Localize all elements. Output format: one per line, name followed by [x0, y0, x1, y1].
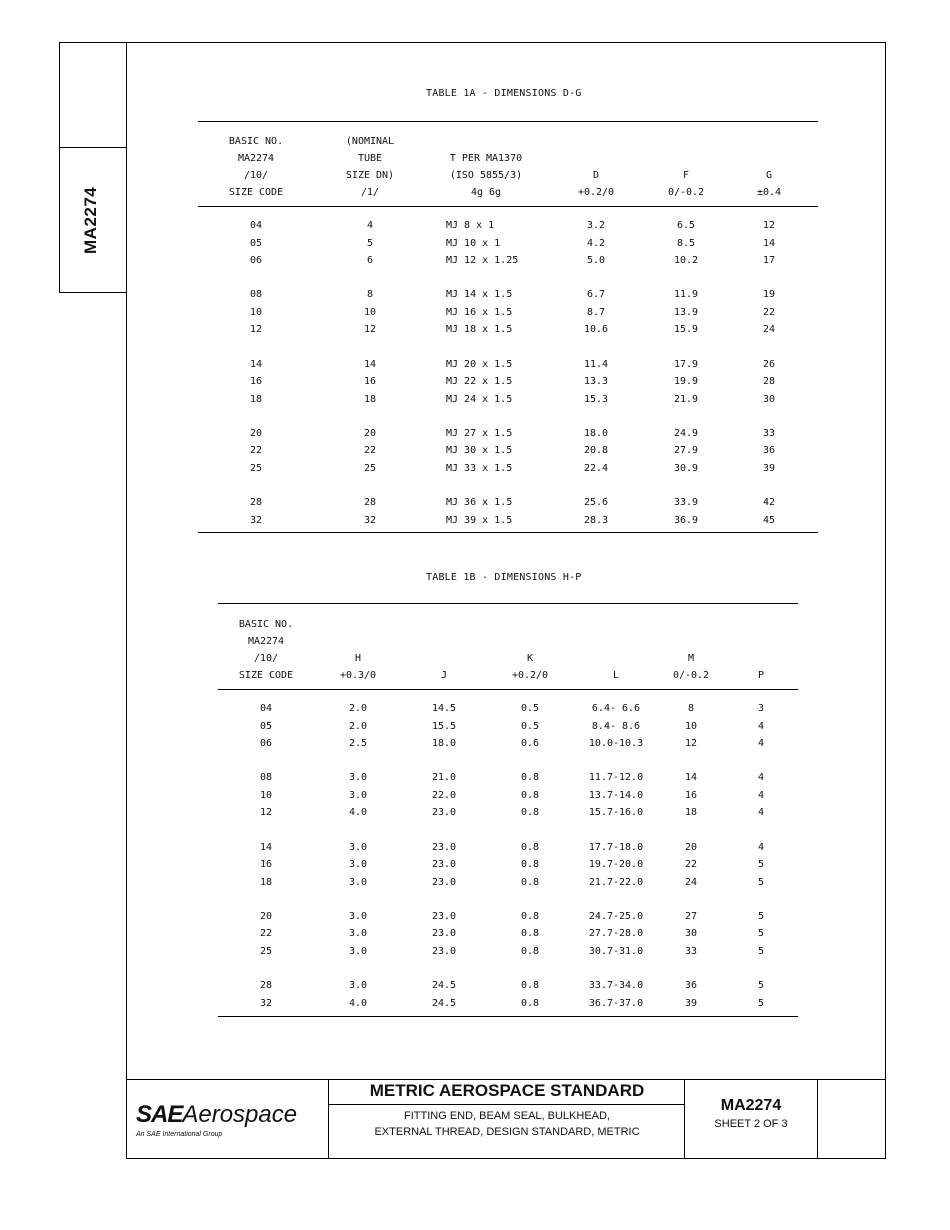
- t1a-cell: 16: [363, 376, 377, 388]
- t1a-cell: 36.9: [673, 514, 699, 526]
- t1a-cell: 10.6: [583, 324, 609, 336]
- t1a-cell: 19: [762, 289, 776, 301]
- t1b-cell: 14: [259, 841, 273, 853]
- t1b-header-cell: M: [687, 653, 695, 664]
- t1b-cell: 04: [259, 703, 273, 714]
- t1b-cell: 4: [757, 841, 765, 853]
- t1b-cell: 0.8: [520, 928, 540, 940]
- t1b-cell: 24: [684, 876, 698, 888]
- t1a-cell: 32: [249, 514, 263, 526]
- t1b-cell: 06: [259, 738, 273, 749]
- table-1b-top-rule: [218, 603, 798, 604]
- t1a-cell: 4: [366, 220, 374, 231]
- t1a-cell: 06: [249, 255, 263, 266]
- t1b-cell: 23.0: [431, 841, 457, 853]
- side-tab-code: MA2274: [81, 186, 100, 254]
- t1b-header-cell: 0/-0.2: [672, 670, 710, 681]
- t1a-cell: MJ 33 x 1.5: [446, 462, 513, 474]
- t1b-cell: 3.0: [348, 772, 368, 784]
- t1a-cell: 25.6: [583, 497, 609, 509]
- t1a-cell: 27.9: [673, 445, 699, 457]
- t1b-cell: 10: [259, 789, 273, 801]
- t1a-cell: 10: [249, 306, 263, 318]
- t1b-cell: 15.5: [431, 720, 457, 732]
- t1a-cell: 15.3: [583, 393, 609, 405]
- t1a-cell: 14: [363, 358, 377, 370]
- t1a-cell: 8.7: [586, 306, 606, 318]
- table-1a-bottom-rule: [198, 532, 818, 533]
- t1a-cell: 36: [762, 445, 776, 457]
- t1a-cell: 14: [249, 358, 263, 370]
- t1b-cell: 20: [684, 841, 698, 853]
- t1b-cell: 4: [757, 720, 765, 732]
- table-1b-bottom-rule: [218, 1016, 798, 1017]
- t1a-cell: 12: [363, 324, 377, 336]
- t1b-cell: 0.8: [520, 772, 540, 784]
- t1b-cell: 0.8: [520, 789, 540, 801]
- t1b-cell: 11.7-12.0: [588, 772, 644, 784]
- t1a-cell: 6.7: [586, 289, 606, 301]
- t1b-cell: 22: [259, 928, 273, 940]
- t1b-cell: 22.0: [431, 789, 457, 801]
- t1b-cell: 6.4- 6.6: [591, 703, 641, 714]
- t1a-header-cell: (ISO 5855/3): [449, 170, 523, 181]
- t1a-cell: MJ 39 x 1.5: [446, 514, 513, 526]
- t1b-cell: 3.0: [348, 980, 368, 992]
- t1a-cell: 10.2: [673, 255, 699, 266]
- t1b-cell: 24.5: [431, 980, 457, 992]
- t1a-header-cell: SIZE CODE: [228, 187, 284, 198]
- t1b-cell: 0.8: [520, 859, 540, 871]
- t1b-cell: 23.0: [431, 807, 457, 819]
- t1b-cell: 36: [684, 980, 698, 992]
- t1a-cell: MJ 18 x 1.5: [446, 324, 513, 336]
- t1a-cell: 22: [363, 445, 377, 457]
- side-tab: [59, 42, 127, 293]
- t1b-cell: 19.7-20.0: [588, 859, 644, 871]
- t1a-cell: 8: [366, 289, 374, 301]
- t1b-cell: 0.6: [520, 738, 540, 749]
- t1b-cell: 5: [757, 997, 765, 1009]
- t1b-cell: 10.0-10.3: [588, 738, 644, 749]
- t1b-cell: 10: [684, 720, 698, 732]
- t1a-cell: 42: [762, 497, 776, 509]
- t1a-header-cell: +0.2/0: [577, 187, 615, 198]
- t1b-cell: 0.8: [520, 910, 540, 922]
- t1b-cell: 0.8: [520, 876, 540, 888]
- t1a-cell: 22.4: [583, 462, 609, 474]
- t1b-cell: 4.0: [348, 997, 368, 1009]
- t1b-cell: 8.4- 8.6: [591, 720, 641, 732]
- t1a-cell: 28: [762, 376, 776, 388]
- t1b-cell: 15.7-16.0: [588, 807, 644, 819]
- t1a-cell: 04: [249, 220, 263, 231]
- t1a-header-cell: (NOMINAL: [345, 136, 395, 147]
- t1a-cell: 18.0: [583, 427, 609, 439]
- t1a-cell: 13.9: [673, 306, 699, 318]
- t1b-cell: 0.8: [520, 945, 540, 957]
- t1a-header-cell: SIZE DN): [345, 170, 395, 181]
- t1b-cell: 12: [684, 738, 698, 749]
- t1a-cell: 6.5: [676, 220, 696, 231]
- t1b-cell: 3.0: [348, 910, 368, 922]
- standard-title: METRIC AEROSPACE STANDARD: [369, 1081, 645, 1100]
- t1a-cell: MJ 12 x 1.25: [446, 255, 519, 266]
- t1b-header-cell: MA2274: [247, 636, 285, 647]
- t1b-cell: 3: [757, 703, 765, 714]
- t1a-cell: 6: [366, 255, 374, 266]
- t1b-cell: 5: [757, 876, 765, 888]
- t1a-header-cell: BASIC NO.: [228, 136, 284, 147]
- t1b-cell: 21.7-22.0: [588, 876, 644, 888]
- t1b-cell: 32: [259, 997, 273, 1009]
- t1a-cell: MJ 14 x 1.5: [446, 289, 513, 301]
- t1b-header-cell: +0.2/0: [511, 670, 549, 681]
- t1b-cell: 5: [757, 928, 765, 940]
- t1b-cell: 14: [684, 772, 698, 784]
- t1a-header-cell: D: [592, 170, 600, 181]
- t1b-cell: 4: [757, 772, 765, 784]
- t1a-cell: 17: [762, 255, 776, 266]
- t1a-cell: MJ 22 x 1.5: [446, 376, 513, 388]
- t1b-cell: 2.0: [348, 703, 368, 714]
- t1b-header-cell: P: [757, 670, 765, 681]
- t1a-cell: 18: [249, 393, 263, 405]
- table-1b-header-rule: [218, 689, 798, 690]
- table-1b-caption: TABLE 1B - DIMENSIONS H-P: [426, 572, 582, 583]
- t1a-header-cell: /10/: [243, 170, 269, 181]
- t1b-header-cell: +0.3/0: [339, 670, 377, 681]
- t1a-cell: 11.9: [673, 289, 699, 301]
- t1a-header-cell: TUBE: [357, 153, 383, 164]
- t1b-cell: 08: [259, 772, 273, 784]
- t1b-cell: 2.0: [348, 720, 368, 732]
- t1b-cell: 39: [684, 997, 698, 1009]
- t1a-cell: MJ 30 x 1.5: [446, 445, 513, 457]
- t1b-header-cell: SIZE CODE: [238, 670, 294, 681]
- t1b-cell: 18: [684, 807, 698, 819]
- t1b-cell: 13.7-14.0: [588, 789, 644, 801]
- t1b-cell: 0.8: [520, 980, 540, 992]
- t1b-cell: 33.7-34.0: [588, 980, 644, 992]
- t1b-cell: 0.5: [520, 703, 540, 714]
- t1b-cell: 05: [259, 720, 273, 732]
- t1a-cell: 15.9: [673, 324, 699, 336]
- t1b-cell: 18.0: [431, 738, 457, 749]
- t1b-cell: 5: [757, 910, 765, 922]
- t1a-header-cell: MA2274: [237, 153, 275, 164]
- t1b-header-cell: /10/: [253, 653, 279, 664]
- t1b-cell: 25: [259, 945, 273, 957]
- t1a-cell: 39: [762, 462, 776, 474]
- t1a-cell: 13.3: [583, 376, 609, 388]
- t1a-cell: 20: [249, 427, 263, 439]
- t1a-cell: 11.4: [583, 358, 609, 370]
- t1b-header-cell: L: [612, 670, 620, 681]
- t1a-cell: 17.9: [673, 358, 699, 370]
- side-tab-divider: [60, 147, 126, 148]
- t1a-header-cell: /1/: [360, 187, 380, 198]
- title-block: [126, 1079, 886, 1159]
- t1a-cell: 12: [249, 324, 263, 336]
- t1a-cell: 28: [363, 497, 377, 509]
- t1a-cell: 33: [762, 427, 776, 439]
- t1b-header-cell: BASIC NO.: [238, 619, 294, 630]
- t1b-cell: 23.0: [431, 945, 457, 957]
- t1b-cell: 0.5: [520, 720, 540, 732]
- t1b-cell: 3.0: [348, 928, 368, 940]
- t1b-cell: 4: [757, 807, 765, 819]
- table-1a-caption: TABLE 1A - DIMENSIONS D-G: [426, 88, 582, 99]
- t1b-cell: 3.0: [348, 841, 368, 853]
- t1a-cell: 21.9: [673, 393, 699, 405]
- t1a-cell: MJ 16 x 1.5: [446, 306, 513, 318]
- t1b-cell: 3.0: [348, 789, 368, 801]
- t1a-cell: 5: [366, 237, 374, 249]
- t1a-cell: 26: [762, 358, 776, 370]
- t1a-cell: 30.9: [673, 462, 699, 474]
- t1b-cell: 4: [757, 738, 765, 749]
- t1b-cell: 3.0: [348, 859, 368, 871]
- t1b-cell: 24.5: [431, 997, 457, 1009]
- t1a-cell: 24.9: [673, 427, 699, 439]
- t1a-cell: MJ 8 x 1: [446, 220, 495, 231]
- t1b-cell: 8: [687, 703, 695, 714]
- t1b-cell: 0.8: [520, 807, 540, 819]
- t1b-cell: 36.7-37.0: [588, 997, 644, 1009]
- t1a-cell: 22: [249, 445, 263, 457]
- t1a-cell: MJ 24 x 1.5: [446, 393, 513, 405]
- t1a-cell: 32: [363, 514, 377, 526]
- standard-description: FITTING END, BEAM SEAL, BULKHEAD, EXTERNAL THREAD, DESIGN STANDARD, METRIC: [374, 1110, 640, 1138]
- page-frame: [126, 42, 886, 1159]
- t1a-header-cell: G: [765, 170, 773, 181]
- t1a-cell: MJ 27 x 1.5: [446, 427, 513, 439]
- t1b-cell: 23.0: [431, 928, 457, 940]
- document-number: MA2274: [720, 1097, 782, 1114]
- t1b-cell: 4.0: [348, 807, 368, 819]
- t1b-cell: 16: [684, 789, 698, 801]
- t1a-header-cell: F: [682, 170, 690, 181]
- t1b-cell: 28: [259, 980, 273, 992]
- t1b-cell: 3.0: [348, 876, 368, 888]
- t1b-header-cell: H: [354, 653, 362, 664]
- table-1a-header-rule: [198, 206, 818, 207]
- t1a-cell: MJ 20 x 1.5: [446, 358, 513, 370]
- t1b-cell: 22: [684, 859, 698, 871]
- t1b-cell: 18: [259, 876, 273, 888]
- t1a-cell: 28: [249, 497, 263, 509]
- t1a-cell: 25: [363, 462, 377, 474]
- t1b-cell: 33: [684, 945, 698, 957]
- t1a-cell: 08: [249, 289, 263, 301]
- t1b-cell: 21.0: [431, 772, 457, 784]
- t1a-cell: 10: [363, 306, 377, 318]
- t1a-cell: 18: [363, 393, 377, 405]
- t1b-cell: 5: [757, 945, 765, 957]
- t1a-cell: 3.2: [586, 220, 606, 231]
- t1a-cell: 05: [249, 237, 263, 249]
- t1a-header-cell: T PER MA1370: [449, 153, 523, 164]
- sae-aerospace-logo: SAEAerospace An SAE International Group: [136, 1101, 298, 1138]
- t1b-cell: 24.7-25.0: [588, 910, 644, 922]
- t1b-cell: 4: [757, 789, 765, 801]
- t1a-cell: 16: [249, 376, 263, 388]
- t1a-cell: 22: [762, 306, 776, 318]
- t1a-cell: 14: [762, 237, 776, 249]
- t1a-cell: 20.8: [583, 445, 609, 457]
- t1b-cell: 5: [757, 980, 765, 992]
- t1b-cell: 5: [757, 859, 765, 871]
- t1a-cell: 24: [762, 324, 776, 336]
- t1a-cell: 30: [762, 393, 776, 405]
- t1b-cell: 23.0: [431, 859, 457, 871]
- t1a-header-cell: 0/-0.2: [667, 187, 705, 198]
- t1b-cell: 3.0: [348, 945, 368, 957]
- t1b-cell: 14.5: [431, 703, 457, 714]
- t1b-cell: 0.8: [520, 997, 540, 1009]
- t1b-cell: 0.8: [520, 841, 540, 853]
- t1a-cell: 8.5: [676, 237, 696, 249]
- t1b-cell: 16: [259, 859, 273, 871]
- table-1a-top-rule: [198, 121, 818, 122]
- t1a-cell: 4.2: [586, 237, 606, 249]
- t1b-cell: 30.7-31.0: [588, 945, 644, 957]
- t1a-cell: 20: [363, 427, 377, 439]
- t1b-cell: 30: [684, 928, 698, 940]
- t1b-cell: 27.7-28.0: [588, 928, 644, 940]
- t1a-cell: 45: [762, 514, 776, 526]
- sheet-number: SHEET 2 OF 3: [714, 1118, 788, 1130]
- t1b-cell: 2.5: [348, 738, 368, 749]
- t1b-cell: 20: [259, 910, 273, 922]
- t1b-header-cell: J: [440, 670, 448, 681]
- t1b-cell: 17.7-18.0: [588, 841, 644, 853]
- t1a-cell: 33.9: [673, 497, 699, 509]
- t1a-cell: 5.0: [586, 255, 606, 266]
- t1b-cell: 27: [684, 910, 698, 922]
- t1a-cell: 25: [249, 462, 263, 474]
- t1a-header-cell: 4g 6g: [470, 187, 502, 198]
- t1b-header-cell: K: [526, 653, 534, 664]
- t1a-cell: 12: [762, 220, 776, 231]
- t1a-cell: 28.3: [583, 514, 609, 526]
- t1a-header-cell: ±0.4: [756, 187, 782, 198]
- t1a-cell: 19.9: [673, 376, 699, 388]
- t1b-cell: 23.0: [431, 876, 457, 888]
- t1b-cell: 12: [259, 807, 273, 819]
- t1a-cell: MJ 36 x 1.5: [446, 497, 513, 509]
- t1b-cell: 23.0: [431, 910, 457, 922]
- t1a-cell: MJ 10 x 1: [446, 237, 501, 249]
